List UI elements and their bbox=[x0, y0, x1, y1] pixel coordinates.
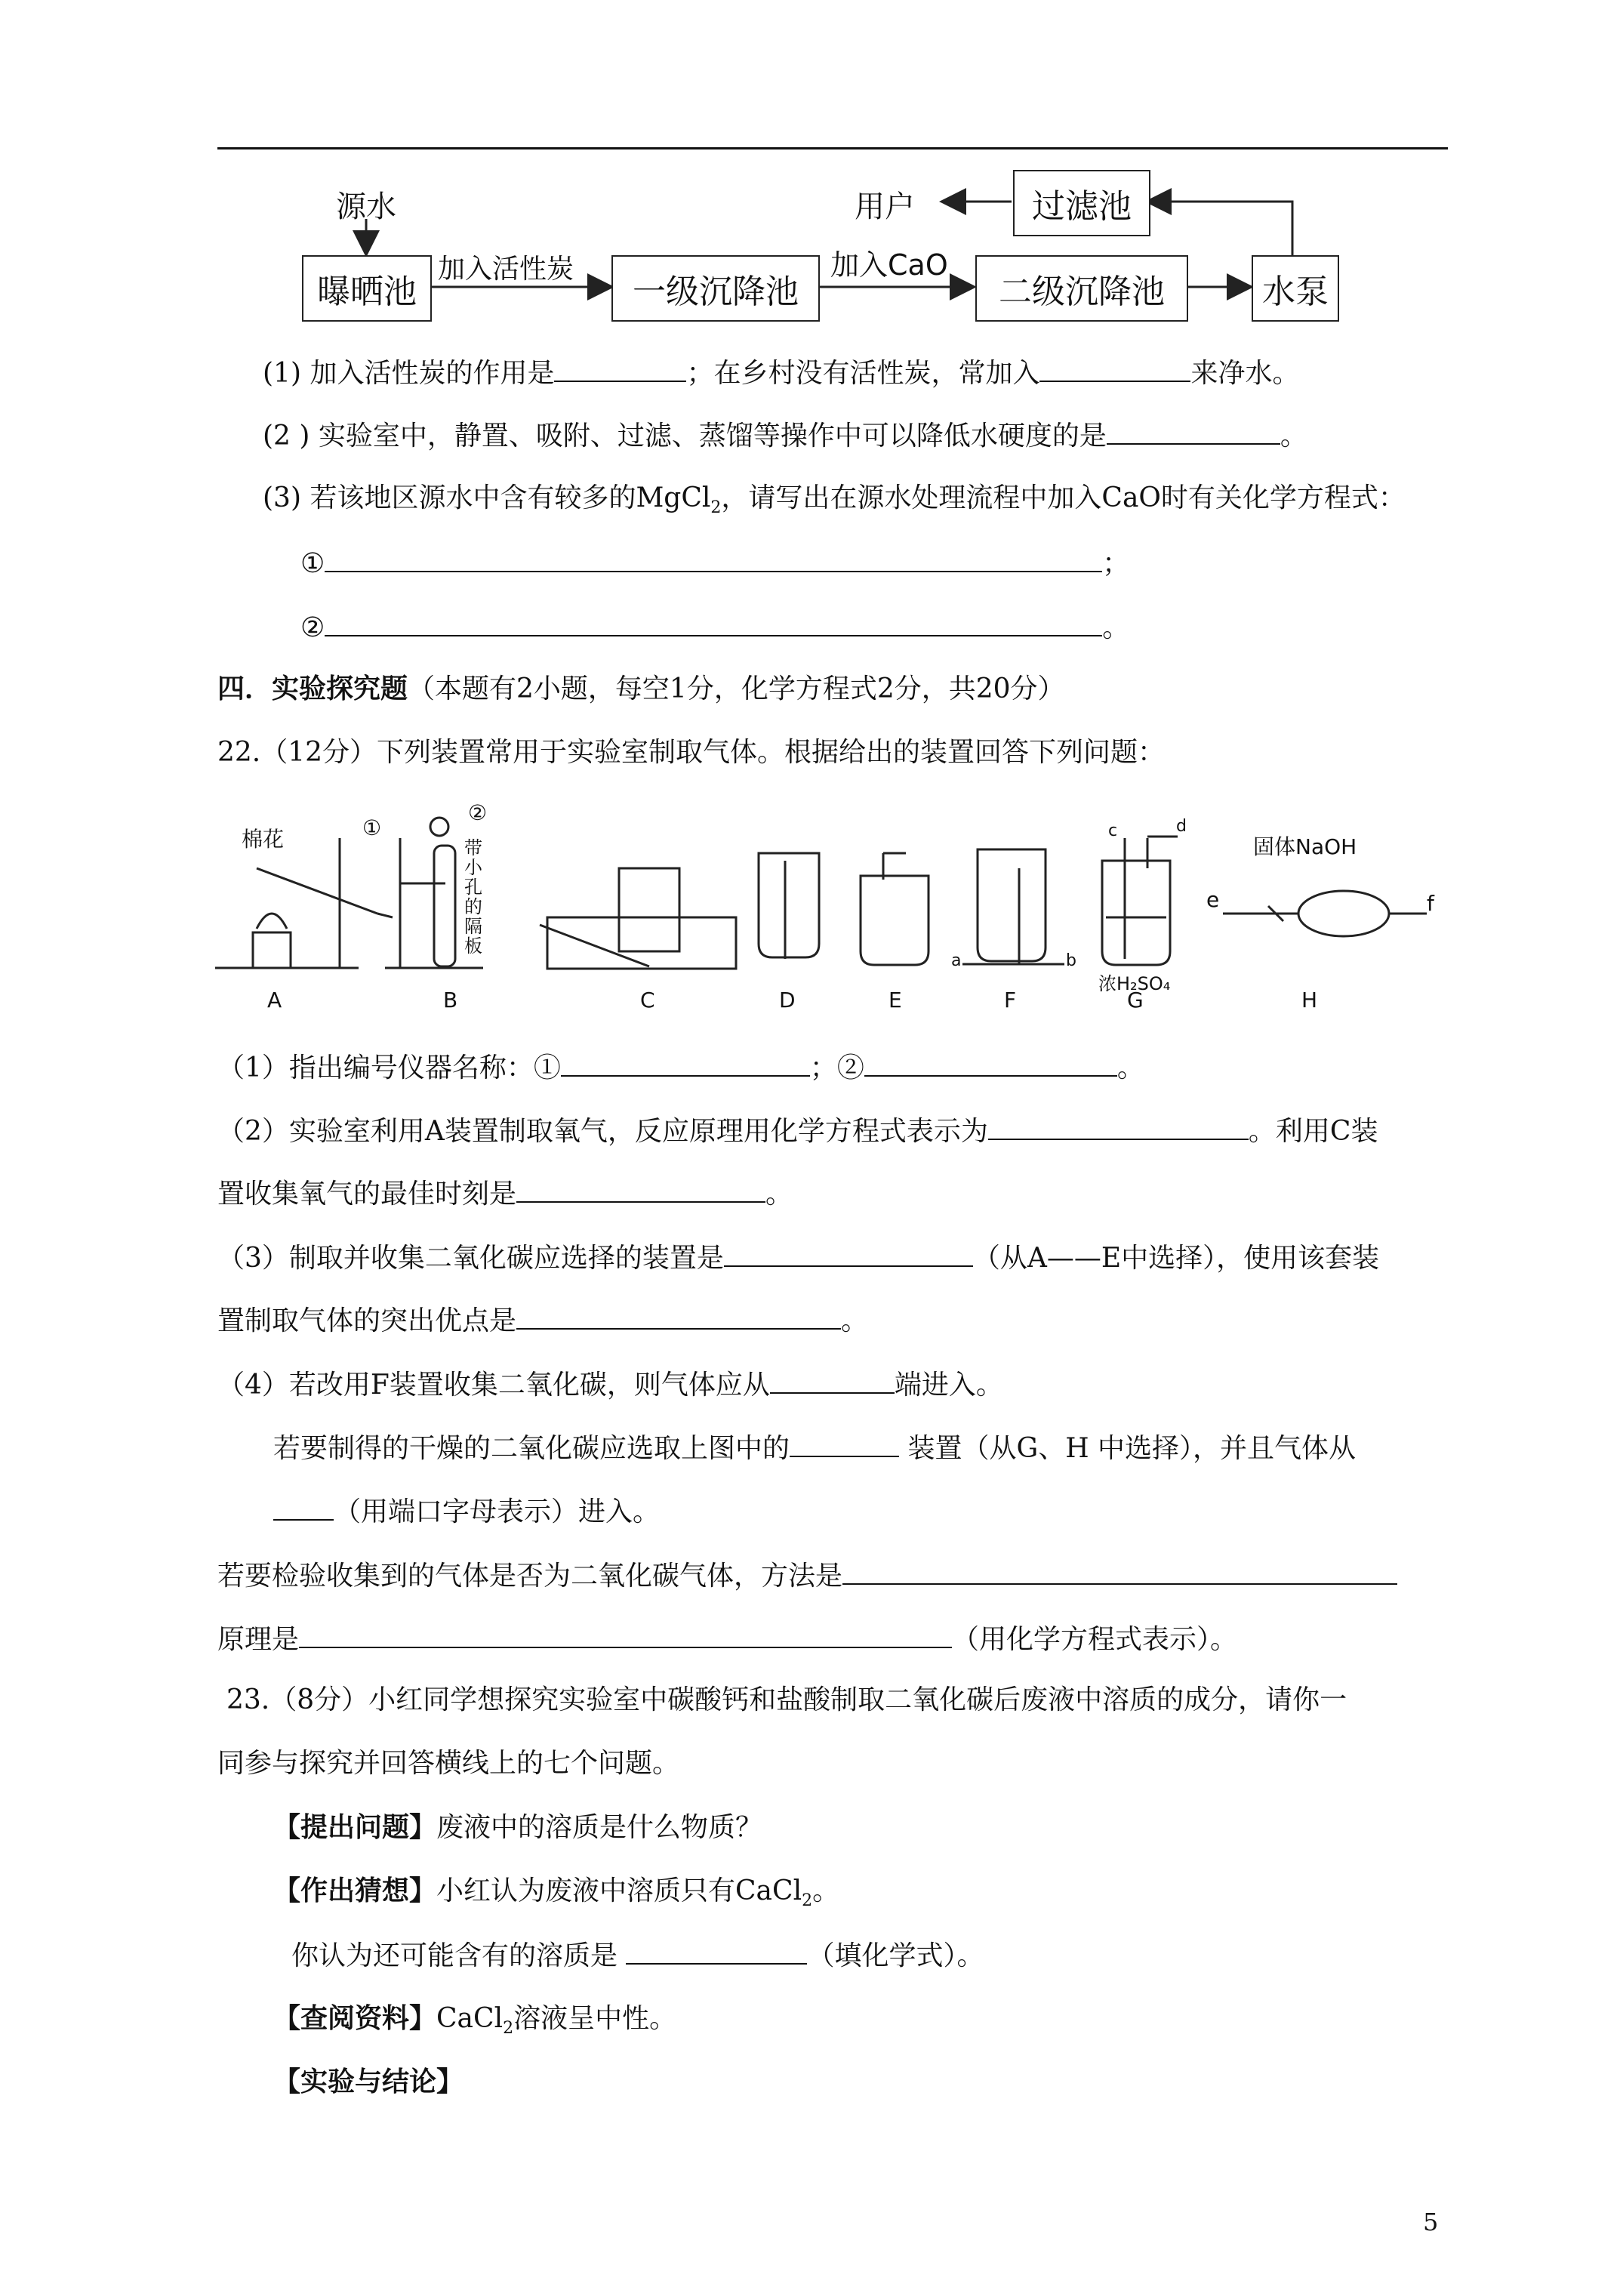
flow-arrow-label-cao: 加入CaO bbox=[830, 248, 948, 282]
apparatus-drawing bbox=[0, 0, 1623, 1027]
apparatus-letter-b: B bbox=[443, 988, 458, 1012]
subscript: 2 bbox=[710, 498, 722, 518]
q23-hypothesis bbox=[273, 1874, 839, 1918]
label-instrument-1: ① bbox=[362, 815, 382, 840]
flow-arrow-label-carbon: 加入活性炭 bbox=[438, 254, 574, 285]
q22-s4-text-e: （用端口字母表示）进入。 bbox=[334, 1496, 661, 1527]
label-solid-naoh: 固体NaOH bbox=[1253, 834, 1357, 859]
answer-blank[interactable] bbox=[988, 1113, 1249, 1140]
reference-text-end: 溶液呈中性。 bbox=[513, 2003, 677, 2034]
q23-other-solute bbox=[291, 1937, 984, 1973]
circle-number-1: ① bbox=[300, 548, 325, 579]
q22-part3-line1 bbox=[217, 1240, 1379, 1275]
answer-blank[interactable] bbox=[516, 1176, 765, 1203]
answer-blank[interactable] bbox=[299, 1621, 952, 1648]
answer-blank[interactable] bbox=[864, 1049, 1117, 1077]
apparatus-letter-f: F bbox=[1004, 988, 1017, 1012]
label-conc-sulfuric-acid: 浓H₂SO₄ bbox=[1098, 973, 1171, 994]
q22-s2-text-c: 置收集氧气的最佳时刻是 bbox=[217, 1179, 517, 1210]
q22-s4-text-c: 若要制得的干燥的二氧化碳应选取上图中的 bbox=[273, 1433, 790, 1464]
port-e: e bbox=[1206, 887, 1220, 912]
page-number: 5 bbox=[1423, 2208, 1439, 2236]
hypothesis-text: 小红认为废液中溶质只有CaCl bbox=[436, 1875, 802, 1906]
subscript: 2 bbox=[503, 2019, 514, 2039]
other-solute-text-a: 你认为还可能含有的溶质是 bbox=[291, 1940, 627, 1971]
q22-s1-text-c: 。 bbox=[1116, 1052, 1144, 1083]
q22-s1-text-b: ；② bbox=[809, 1052, 864, 1083]
port-c: c bbox=[1108, 821, 1118, 840]
flow-pool-sunning: 曝晒池 bbox=[302, 255, 432, 322]
q21-p2-text-b: 。 bbox=[1280, 421, 1307, 451]
q22-s3-text-b: （从A——E中选择），使用该套装 bbox=[972, 1243, 1380, 1274]
heading-experiment: 【实验与结论】 bbox=[273, 2066, 464, 2097]
heading-reference: 【查阅资料】 bbox=[273, 2002, 437, 2034]
q22-part5 bbox=[217, 1558, 1397, 1593]
flow-pool-primary: 一级沉降池 bbox=[611, 255, 820, 322]
answer-blank[interactable] bbox=[516, 1302, 841, 1330]
reference-text: CaCl bbox=[436, 2003, 504, 2034]
q23-question bbox=[273, 1811, 762, 1845]
punct: 。 bbox=[812, 1875, 840, 1906]
heading-question: 【提出问题】 bbox=[273, 1811, 437, 1843]
q21-p3-text-a: (3) 若该地区源水中含有较多的MgCl bbox=[263, 482, 711, 513]
subscript: 2 bbox=[802, 1891, 813, 1911]
q21-p1-text-c: 来净水。 bbox=[1190, 358, 1300, 389]
q22-part4-line2 bbox=[273, 1430, 1356, 1465]
apparatus-letter-d: D bbox=[779, 988, 796, 1012]
flow-pool-secondary: 二级沉降池 bbox=[975, 255, 1188, 322]
answer-blank[interactable] bbox=[724, 1240, 973, 1267]
q22-s2-text-b: 。利用C装 bbox=[1248, 1116, 1378, 1147]
q22-s6-text-b: （用化学方程式表示）。 bbox=[952, 1624, 1238, 1655]
q22-part1 bbox=[217, 1049, 1144, 1085]
punct: 。 bbox=[1102, 612, 1130, 643]
apparatus-letter-h: H bbox=[1301, 988, 1318, 1012]
flow-user-label: 用户 bbox=[855, 190, 915, 224]
q22-part2-line1 bbox=[217, 1113, 1378, 1148]
answer-blank[interactable] bbox=[770, 1367, 895, 1394]
punct: ； bbox=[1102, 548, 1130, 579]
q22-intro: 22.（12分）下列装置常用于实验室制取气体。根据给出的装置回答下列问题： bbox=[217, 737, 1166, 768]
q23-experiment-heading bbox=[273, 2065, 463, 2099]
q22-s2-text-a: （2）实验室利用A装置制取氧气，反应原理用化学方程式表示为 bbox=[217, 1116, 988, 1147]
q22-s5-text: 若要检验收集到的气体是否为二氧化碳气体，方法是 bbox=[217, 1561, 843, 1592]
q21-p3-text-b: ，请写出在源水处理流程中加入CaO时有关化学方程式： bbox=[721, 482, 1406, 513]
q22-part4-line3 bbox=[273, 1493, 660, 1529]
q22-s4-text-a: （4）若改用F装置收集二氧化碳，则气体应从 bbox=[217, 1370, 770, 1401]
other-solute-text-b: （填化学式）。 bbox=[807, 1940, 984, 1971]
answer-blank[interactable] bbox=[626, 1937, 807, 1965]
q22-part3-line2 bbox=[217, 1302, 868, 1338]
flow-source-label: 源水 bbox=[336, 190, 396, 224]
q21-p2-text-a: (2 ) 实验室中，静置、吸附、过滤、蒸馏等操作中可以降低水硬度的是 bbox=[263, 421, 1107, 451]
heading-hypothesis: 【作出猜想】 bbox=[273, 1875, 437, 1906]
q21-p1-text-a: (1) 加入活性炭的作用是 bbox=[263, 358, 555, 389]
label-perforated-plate: 带小孔的隔板 bbox=[464, 837, 482, 957]
q22-s4-text-d: 装置（从G、H 中选择），并且气体从 bbox=[899, 1433, 1357, 1464]
q21-p1-text-b: ；在乡村没有活性炭，常加入 bbox=[686, 358, 1040, 389]
answer-blank[interactable] bbox=[790, 1430, 899, 1457]
answer-blank[interactable] bbox=[842, 1558, 1397, 1585]
port-b: b bbox=[1066, 951, 1076, 970]
label-cotton: 棉花 bbox=[242, 827, 285, 852]
answer-blank[interactable] bbox=[273, 1493, 334, 1521]
q23-intro-line1: 23.（8分）小红同学想探究实验室中碳酸钙和盐酸制取二氧化碳后废液中溶质的成分，请你一 bbox=[226, 1684, 1347, 1715]
q22-s3-text-d: 。 bbox=[841, 1305, 869, 1336]
port-d: d bbox=[1176, 817, 1187, 836]
port-f: f bbox=[1427, 891, 1434, 916]
apparatus-letter-c: C bbox=[640, 988, 655, 1012]
q22-s6-text-a: 原理是 bbox=[217, 1624, 300, 1655]
apparatus-letter-a: A bbox=[267, 988, 282, 1012]
q22-s1-text-a: （1）指出编号仪器名称：① bbox=[217, 1052, 561, 1083]
q22-s4-text-b: 端进入。 bbox=[894, 1370, 1003, 1401]
question-text: 废液中的溶质是什么物质？ bbox=[436, 1812, 763, 1843]
q22-part4-line1 bbox=[217, 1367, 1003, 1402]
q22-s3-text-a: （3）制取并收集二氧化碳应选择的装置是 bbox=[217, 1243, 724, 1274]
q23-reference bbox=[273, 2002, 676, 2045]
section-title: 四．实验探究题 bbox=[217, 673, 408, 704]
section-note: （本题有2小题，每空1分，化学方程式2分，共20分） bbox=[408, 673, 1065, 704]
port-a: a bbox=[951, 951, 962, 970]
label-instrument-2: ② bbox=[468, 800, 488, 825]
apparatus-letter-e: E bbox=[888, 988, 902, 1012]
flow-water-pump: 水泵 bbox=[1252, 255, 1339, 322]
q22-s2-text-d: 。 bbox=[765, 1179, 793, 1210]
q22-s3-text-c: 置制取气体的突出优点是 bbox=[217, 1305, 517, 1336]
answer-blank[interactable] bbox=[561, 1049, 810, 1077]
q22-part2-line2 bbox=[217, 1176, 793, 1211]
apparatus-letter-g: G bbox=[1127, 988, 1144, 1012]
q22-part6 bbox=[217, 1621, 1237, 1657]
q23-intro-line2: 同参与探究并回答横线上的七个问题。 bbox=[217, 1748, 680, 1779]
circle-number-2: ② bbox=[300, 612, 325, 643]
flow-filter-pool: 过滤池 bbox=[1013, 170, 1150, 236]
